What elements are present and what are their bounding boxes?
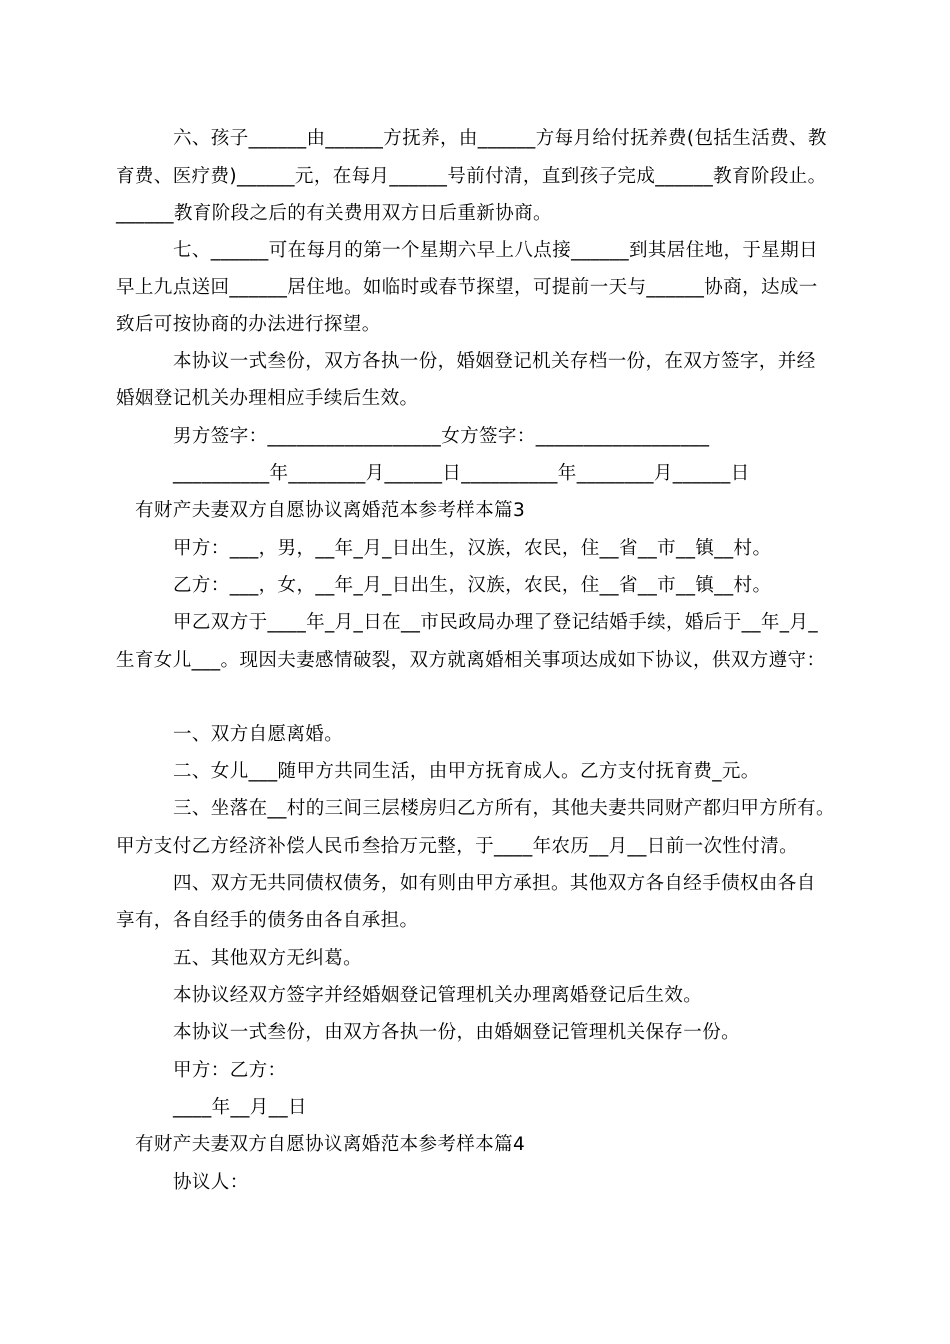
sec6-line1: 六、孩子______由______方抚养，由______方每月给付抚养费(包括生活费、教	[173, 128, 827, 149]
section-heading-4: 有财产夫妻双方自愿协议离婚范本参考样本篇4	[135, 1134, 526, 1155]
intro-line1: 甲乙双方于____年_月_日在__市民政局办理了登记结婚手续，婚后于__年_月_	[173, 612, 819, 633]
sec6-line3: ______教育阶段之后的有关费用双方日后重新协商。	[116, 203, 552, 224]
item1: 一、双方自愿离婚。	[173, 724, 344, 745]
signature-line: 男方签字：__________________女方签字：__________________	[173, 426, 710, 447]
sec7-line3: 致后可按协商的办法进行探望。	[116, 314, 381, 335]
item4-line1: 四、双方无共同债权债务，如有则由甲方承担。其他双方各自经手债权由各自	[173, 873, 816, 894]
item3-line2: 甲方支付乙方经济补偿人民币叁拾万元整，于____年农历__月__日前一次性付清。	[116, 836, 799, 857]
item2: 二、女儿___随甲方共同生活，由甲方抚育成人。乙方支付抚育费_元。	[173, 761, 760, 782]
copies2-line: 本协议一式叁份，由双方各执一份，由婚姻登记管理机关保存一份。	[173, 1022, 741, 1043]
effect-line: 本协议经双方签字并经婚姻登记管理机关办理离婚登记后生效。	[173, 985, 703, 1006]
item5: 五、其他双方无纠葛。	[173, 948, 363, 969]
sign2-line: 甲方：乙方：	[173, 1060, 287, 1081]
sec7-line1: 七、______可在每月的第一个星期六早上八点接______到其居住地，于星期日	[173, 240, 819, 261]
intro-line2: 生育女儿___。现因夫妻感情破裂，双方就离婚相关事项达成如下协议，供双方遵守：	[116, 650, 826, 671]
sec7-line2: 早上九点送回______居住地。如临时或春节探望，可提前一天与______协商，达成一	[116, 277, 818, 298]
date-line: __________年________月______日__________年________月______日	[173, 463, 750, 484]
party-a-line: 甲方：___，男，__年_月_日出生，汉族，农民，住__省__市__镇__村。	[173, 538, 772, 559]
copies-line2: 婚姻登记机关办理相应手续后生效。	[116, 388, 419, 409]
copies-line1: 本协议一式叁份，双方各执一份，婚姻登记机关存档一份，在双方签字，并经	[173, 351, 816, 372]
sec6-line2: 育费、医疗费)______元，在每月______号前付清，直到孩子完成______教育阶段止。	[116, 166, 827, 187]
item4-line2: 享有，各自经手的债务由各自承担。	[116, 910, 419, 931]
agreement-party-line: 协议人：	[173, 1172, 249, 1193]
date2-line: ____年__月__日	[173, 1097, 307, 1118]
section-heading-3: 有财产夫妻双方自愿协议离婚范本参考样本篇3	[135, 500, 526, 521]
party-b-line: 乙方：___，女，__年_月_日出生，汉族，农民，住__省__市__镇__村。	[173, 575, 772, 596]
item3-line1: 三、坐落在__村的三间三层楼房归乙方所有，其他夫妻共同财产都归甲方所有。	[173, 798, 835, 819]
